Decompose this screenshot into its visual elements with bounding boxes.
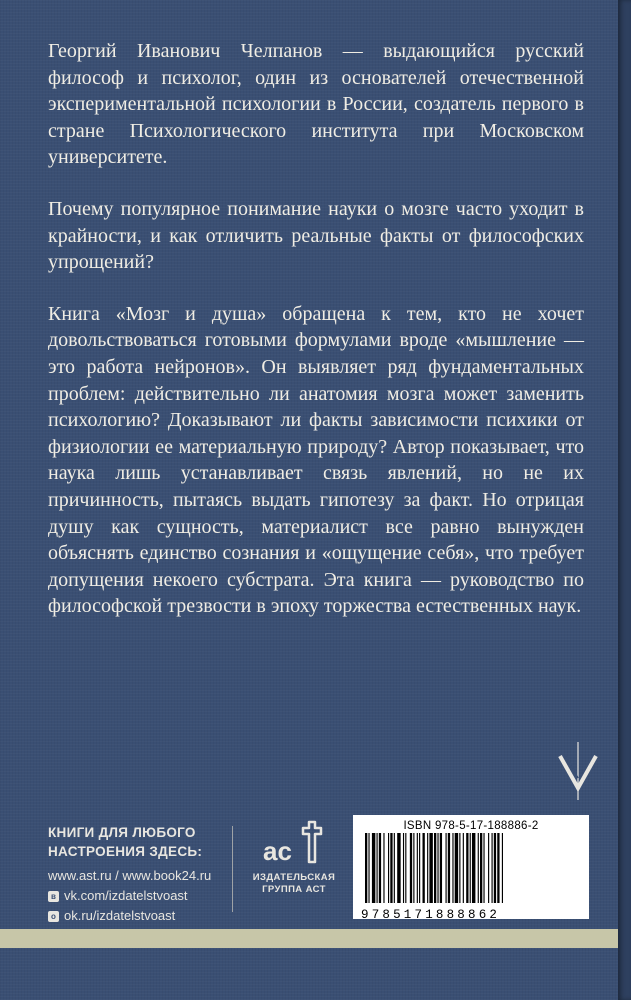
vk-icon: в xyxy=(48,891,59,902)
isbn-barcode xyxy=(353,815,589,922)
author-bio: Георгий Иванович Челпанов — выдающийся русский философ и психолог, один из основателей отечественной экспериментальной психологии в России, создатель первого в стране Психологического института при Московском университете. xyxy=(48,40,584,169)
ast-logo-icon xyxy=(259,818,329,868)
question-paragraph: Почему популярное понимание науки о мозге часто уходит в крайности, и как отличить реальные факты от философских упрощений? xyxy=(48,197,584,274)
spine-edge xyxy=(618,0,631,1000)
barcode-bars xyxy=(361,833,581,905)
ok-icon: о xyxy=(48,911,59,922)
ok-link[interactable]: о ok.ru/izdatelstvoast xyxy=(48,906,223,926)
series-v-logo-icon xyxy=(556,742,600,800)
isbn-label: ISBN 978-5-17-188886-2 xyxy=(403,820,539,832)
back-cover-text xyxy=(48,38,584,645)
slogan: КНИГИ ДЛЯ ЛЮБОГО НАСТРОЕНИЯ ЗДЕСЬ: xyxy=(48,825,203,859)
barcode-digits: 9785171888862 xyxy=(361,908,501,922)
footer-links xyxy=(48,823,223,926)
vk-link[interactable]: в vk.com/izdatelstvoast xyxy=(48,886,223,906)
publisher-name: ИЗДАТЕЛЬСКАЯ ГРУППА АСТ xyxy=(252,872,336,895)
websites-link[interactable]: www.ast.ru / www.book24.ru xyxy=(48,868,212,883)
bottom-band xyxy=(0,929,618,948)
book-annotation: Книга «Мозг и душа» обращена к тем, кто не хочет довольствоваться готовыми формулами вроде «мышление — это работа нейронов». Он выявляет ряд фундаментальных проблем: действительно ли анатомия мозга может заменить психологию? Доказывают ли факты зависимости психики от физиологии ее материальную природу? Автор показывает, что наука лишь устанавливает связь явлений, но не их причинность, пытаясь выдать гипотезу за факт. Но отрицая душу как сущность, материалист все равно вынужден объяснять единство сознания и «ощущение себя», что требует допущения некоего субстрата. Эта книга — руководство по философской трезвости в эпоху торжества естественных наук. xyxy=(48,302,584,618)
footer-divider xyxy=(232,826,233,912)
svg-text:ac: ac xyxy=(263,836,292,866)
publisher-logo xyxy=(246,818,342,896)
